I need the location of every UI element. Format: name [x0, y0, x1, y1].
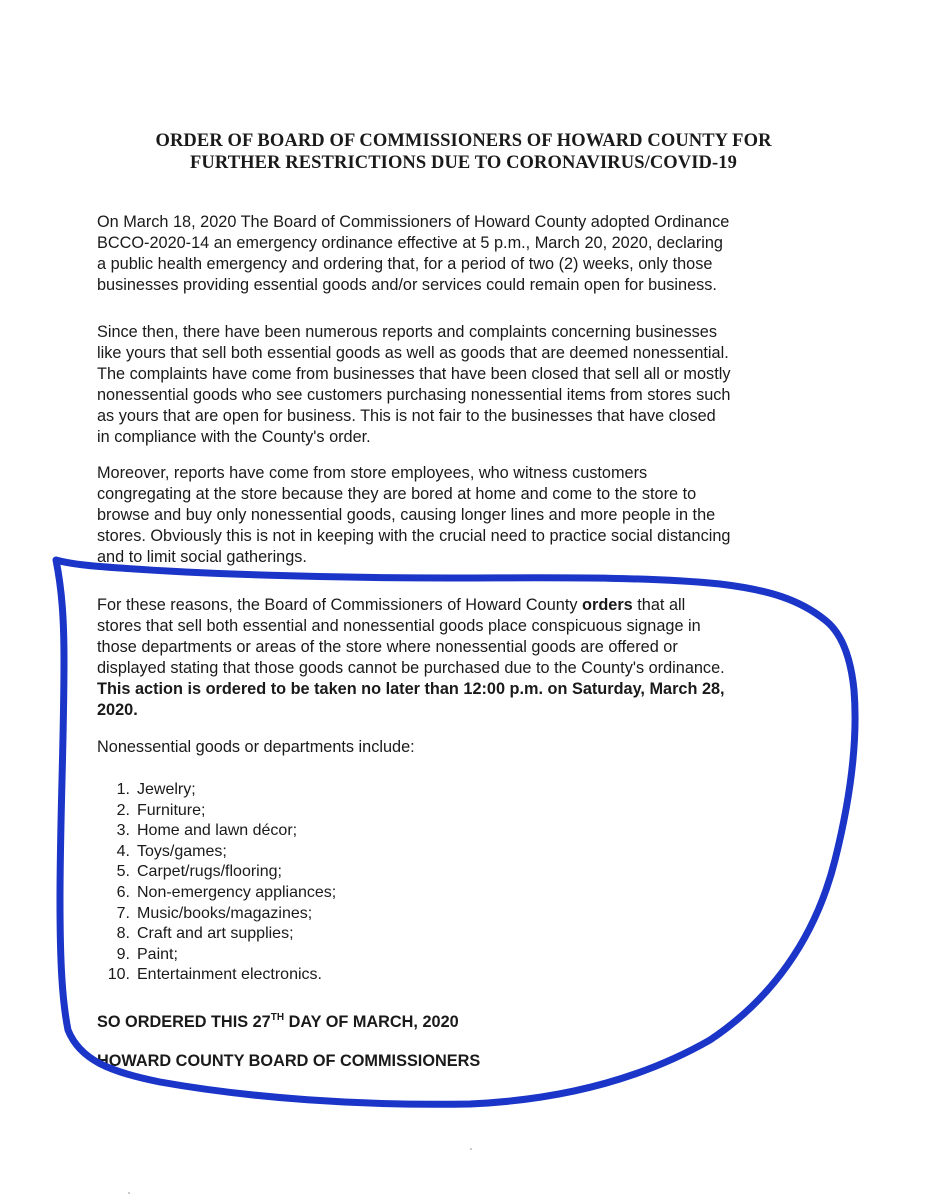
list-text: Home and lawn décor;	[137, 822, 298, 840]
text-line: those departments or areas of the store where nonessential goods are offered or	[97, 638, 678, 656]
text-line: nonessential goods who see customers purchasing nonessential items from stores such	[97, 386, 731, 404]
list-text: Carpet/rugs/flooring;	[137, 863, 282, 881]
list-number: 2.	[116, 801, 130, 819]
text-line	[97, 595, 817, 616]
text-line: The complaints have come from businesses that have been closed that sell all or mostly	[97, 365, 731, 383]
text-line: On March 18, 2020 The Board of Commissioners of Howard County adopted Ordinance	[97, 213, 730, 231]
text-line: as yours that are open for business. This is not fair to the businesses that have closed	[97, 407, 716, 425]
list-item	[97, 780, 336, 801]
title-line-1: ORDER OF BOARD OF COMMISSIONERS OF HOWARD COUNTY FOR	[155, 131, 772, 151]
text-line: Since then, there have been numerous reports and complaints concerning businesses	[97, 323, 717, 341]
text-line: congregating at the store because they are bored at home and come to the store to	[97, 485, 697, 503]
list-item	[97, 924, 336, 945]
list-number: 7.	[116, 904, 130, 922]
list-number: 6.	[116, 883, 130, 901]
paragraph-employee-reports	[97, 463, 817, 568]
deadline-line: 2020.	[97, 701, 138, 719]
list-item	[97, 945, 336, 966]
text-segment: For these reasons, the Board of Commissioners of Howard County	[97, 596, 583, 614]
list-number: 5.	[116, 863, 130, 881]
orders-emphasis: orders	[582, 596, 633, 614]
list-text: Toys/games;	[137, 842, 227, 860]
text-segment: that all	[632, 596, 686, 614]
list-number: 8.	[116, 925, 130, 943]
text-line: browse and buy only nonessential goods, causing longer lines and more people in the	[97, 506, 716, 524]
scan-speck	[470, 1148, 472, 1150]
list-item	[97, 965, 336, 986]
list-item	[97, 883, 336, 904]
text-line: Moreover, reports have come from store employees, who witness customers	[97, 464, 648, 482]
text-line: businesses providing essential goods and/or services could remain open for business.	[97, 276, 717, 294]
ordinal-suffix: TH	[270, 1012, 285, 1023]
list-item	[97, 862, 336, 883]
text-segment: SO ORDERED THIS 27	[97, 1013, 271, 1031]
text-line: displayed stating that those goods cannot be purchased due to the County's ordinance.	[97, 659, 725, 677]
list-text: Craft and art supplies;	[137, 925, 294, 943]
signature-line: HOWARD COUNTY BOARD OF COMMISSIONERS	[97, 1052, 481, 1070]
list-item	[97, 821, 336, 842]
text-line: BCCO-2020-14 an emergency ordinance effective at 5 p.m., March 20, 2020, declaring	[97, 234, 723, 252]
list-number: 1.	[116, 781, 130, 798]
paragraph-complaints	[97, 322, 817, 448]
nonessential-goods-list	[97, 780, 336, 986]
text-line: stores. Obviously this is not in keeping with the crucial need to practice social distancing	[97, 527, 731, 545]
list-text: Non-emergency appliances;	[137, 883, 337, 901]
text-line: and to limit social gatherings.	[97, 548, 307, 566]
title-line-2: FURTHER RESTRICTIONS DUE TO CORONAVIRUS/COVID-19	[190, 153, 737, 173]
text-line: a public health emergency and ordering that, for a period of two (2) weeks, only those	[97, 255, 713, 273]
list-intro: Nonessential goods or departments include:	[97, 738, 415, 756]
list-number: 9.	[116, 945, 130, 963]
document-title	[0, 130, 927, 174]
text-segment: DAY OF MARCH, 2020	[284, 1013, 459, 1031]
list-text: Furniture;	[137, 801, 206, 819]
so-ordered-line	[97, 1012, 459, 1033]
text-line: stores that sell both essential and nonessential goods place conspicuous signage in	[97, 617, 701, 635]
list-item	[97, 842, 336, 863]
list-text: Music/books/magazines;	[137, 904, 313, 922]
list-number: 3.	[116, 822, 130, 840]
list-text: Paint;	[137, 945, 178, 963]
deadline-line: This action is ordered to be taken no later than 12:00 p.m. on Saturday, March 28,	[97, 680, 725, 698]
list-item	[97, 904, 336, 925]
list-item	[97, 801, 336, 822]
paragraph-order	[97, 595, 817, 721]
list-number: 10.	[107, 966, 130, 984]
text-line: like yours that sell both essential goods as well as goods that are deemed nonessential.	[97, 344, 729, 362]
list-number: 4.	[116, 842, 130, 860]
text-line: in compliance with the County's order.	[97, 428, 371, 446]
scan-speck	[128, 1192, 130, 1194]
paragraph-ordinance-background	[97, 212, 817, 296]
list-text: Jewelry;	[137, 781, 196, 798]
list-text: Entertainment electronics.	[137, 966, 322, 984]
